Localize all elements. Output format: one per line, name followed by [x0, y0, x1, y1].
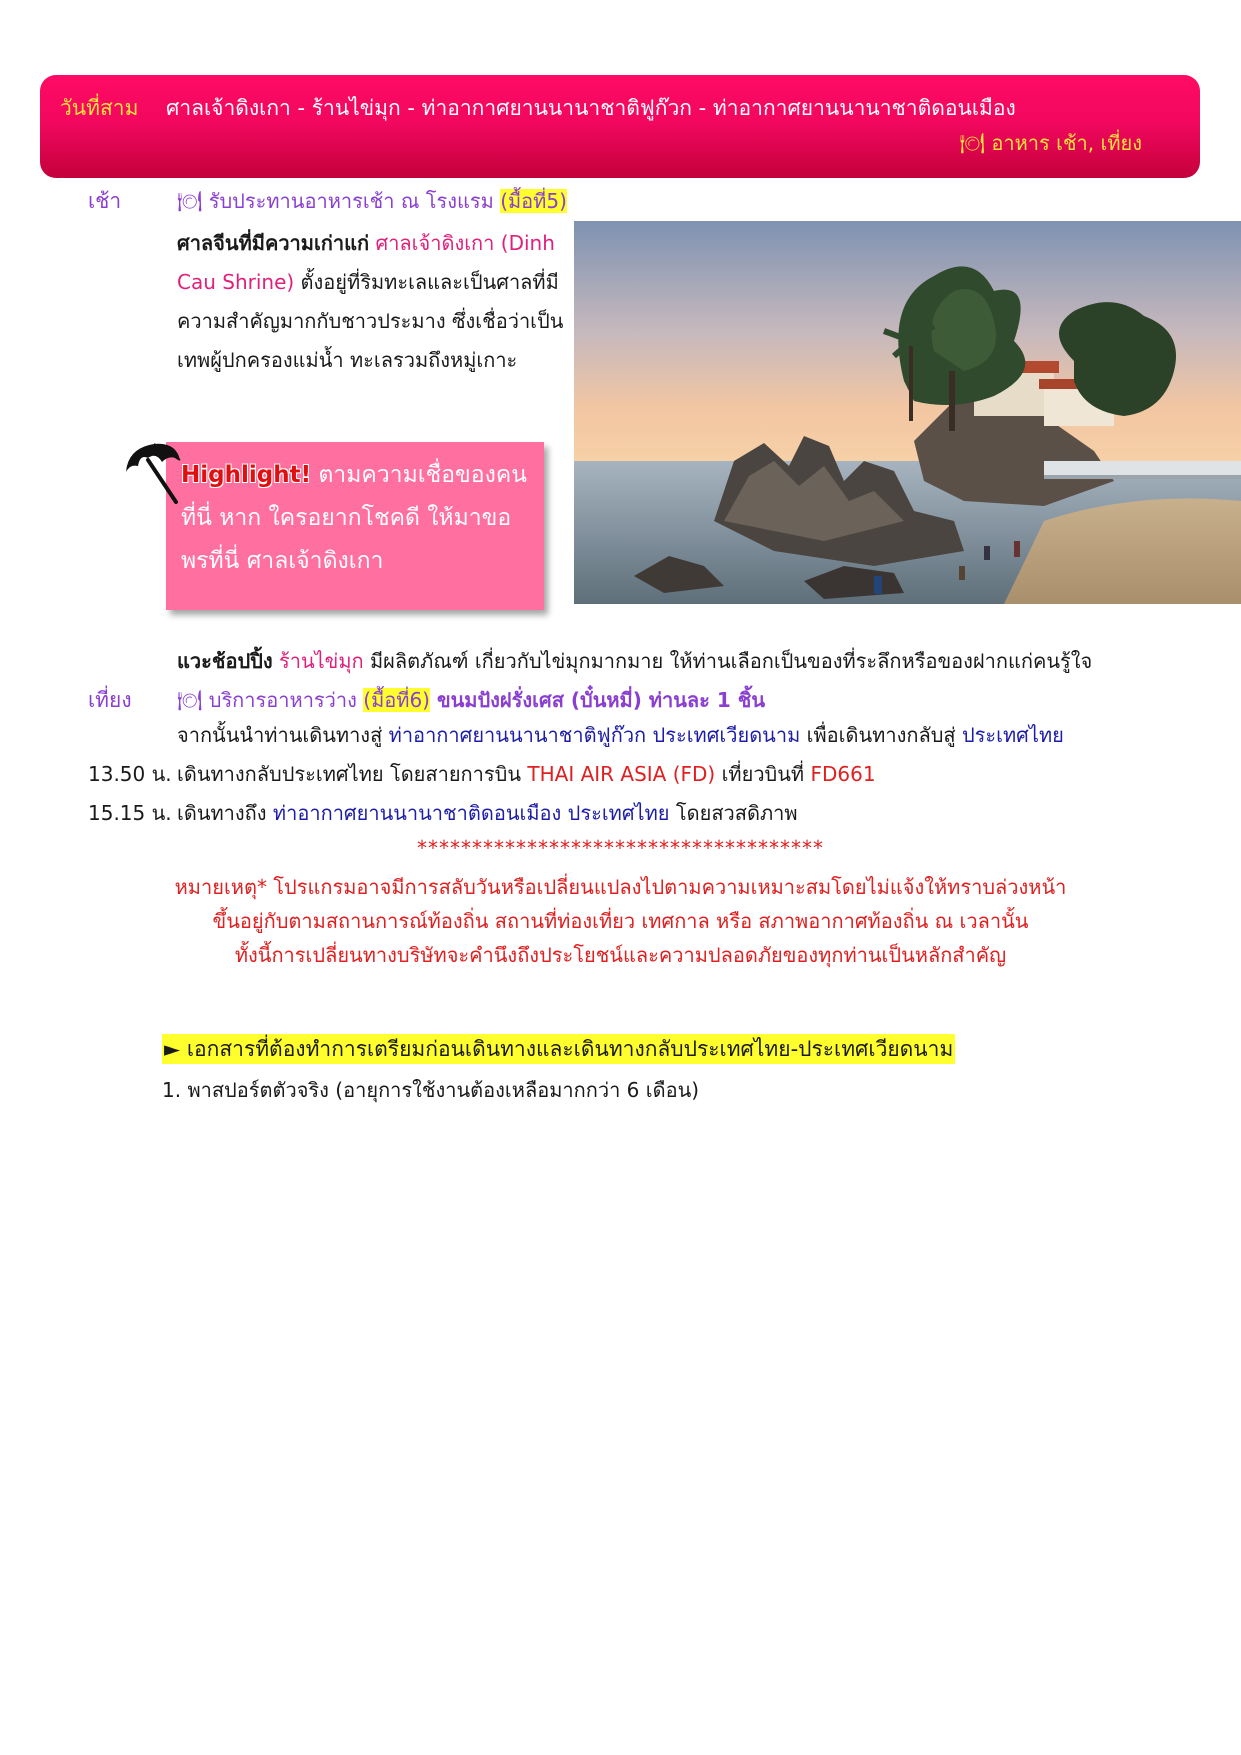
- highlight-box: [166, 442, 544, 610]
- transfer-airport: ท่าอากาศยานนานาชาติฟูก๊วก ประเทศเวียดนาม: [388, 723, 801, 747]
- remark-line-1: หมายเหตุ* โปรแกรมอาจมีการสลับวันหรือเปลี่ยนแปลงไปตามความเหมาะสมโดยไม่แจ้งให้ทราบล่วงหน้า: [174, 875, 1067, 899]
- flight-time: 13.50 น.: [88, 762, 172, 786]
- transfer-country: ประเทศไทย: [961, 723, 1064, 747]
- breakfast-meal-badge: (มื้อที่5): [500, 189, 567, 213]
- breakfast-line: [177, 187, 567, 215]
- arrival-pre: เดินทางถึง: [177, 801, 273, 825]
- shrine-desc: ตั้งอยู่ที่ริมทะเลและเป็นศาลที่มีความสำคัญมากกับชาวประมาง ซึ่งเชื่อว่าเป็นเทพผู้ปกครองแม่น้ำ ทะเลรวมถึงหมู่เกาะ: [177, 270, 564, 372]
- noon-label: เที่ยง: [88, 688, 132, 712]
- pearl-bold: แวะช้อปปิ้ง: [177, 649, 273, 673]
- day-banner: [40, 75, 1200, 178]
- shrine-photo: [574, 221, 1241, 604]
- pearl-text: มีผลิตภัณฑ์ เกี่ยวกับไข่มุกมากมาย ให้ท่านเลือกเป็นของที่ระลึกหรือของฝากแก่คนรู้ใจ: [363, 649, 1093, 673]
- pearl-line: [177, 647, 1092, 675]
- day-route: ศาลเจ้าดิงเกา - ร้านไข่มุก - ท่าอากาศยานนานาชาติฟูก๊วก - ท่าอากาศยานนานาชาติดอนเมือง: [166, 96, 1016, 120]
- noon-line: [177, 686, 765, 714]
- transfer-line: [177, 721, 1064, 749]
- highlight-text: [181, 454, 534, 583]
- flight-number: FD661: [810, 762, 876, 786]
- documents-heading: ► เอกสารที่ต้องทำการเตรียมก่อนเดินทางและเดินทางกลับประเทศไทย-ประเทศเวียดนาม: [162, 1034, 955, 1064]
- flight-mid: เที่ยวบินที่: [715, 762, 811, 786]
- flight-line: [177, 760, 876, 788]
- shrine-intro: ศาลจีนที่มีความเก่าแก่: [177, 231, 370, 255]
- highlight-word: Highlight!: [181, 462, 312, 488]
- day-label: วันที่สาม: [60, 96, 139, 120]
- transfer-mid: เพื่อเดินทางกลับสู่: [800, 723, 962, 747]
- pearl-shop: ร้านไข่มุก: [278, 649, 364, 673]
- shrine-name: ศาลเจ้าดิงเกา: [375, 231, 495, 255]
- day-meals: 🍽 อาหาร เช้า, เที่ยง: [959, 131, 1142, 155]
- highlight-body: ตามความเชื่อของคนที่นี่ หาก ใครอยากโชคดี ให้มาขอพรที่นี่ ศาลเจ้าดิงเกา: [181, 462, 527, 574]
- documents-item-1: 1. พาสปอร์ตตัวจริง (อายุการใช้งานต้องเหลือมากกว่า 6 เดือน): [162, 1078, 700, 1102]
- arrival-line: [177, 799, 798, 827]
- arrival-airport: ท่าอากาศยานนานาชาติดอนเมือง ประเทศไทย: [272, 801, 670, 825]
- remark-line-3: ทั้งนี้การเปลี่ยนทางบริษัทจะคำนึงถึงประโยชน์และความปลอดภัยของทุกท่านเป็นหลักสำคัญ: [234, 943, 1007, 967]
- umbrella-icon: [118, 440, 186, 508]
- morning-label: เช้า: [88, 189, 122, 213]
- snack-menu: ขนมปังฝรั่งเศส (บั๋นหมี่) ท่านละ 1 ชิ้น: [429, 688, 766, 712]
- shrine-name-en: (Dinh Cau Shrine): [177, 231, 555, 294]
- remark-line-2: ขึ้นอยู่กับตามสถานการณ์ท้องถิ่น สถานที่ท่องเที่ยว เทศกาล หรือ สภาพอากาศท้องถิ่น ณ เวลานั้น: [212, 909, 1029, 933]
- snack-text: 🍽 บริการอาหารว่าง: [177, 688, 357, 712]
- shrine-paragraph: [177, 224, 567, 380]
- snack-meal-badge: (มื้อที่6): [363, 688, 430, 712]
- remarks: [0, 870, 1241, 972]
- flight-airline: THAI AIR ASIA (FD): [527, 762, 716, 786]
- star-divider: *************************************: [417, 836, 824, 860]
- arrival-time: 15.15 น.: [88, 801, 172, 825]
- transfer-pre: จากนั้นนำท่านเดินทางสู่: [177, 723, 389, 747]
- flight-pre: เดินทางกลับประเทศไทย โดยสายการบิน: [177, 762, 528, 786]
- breakfast-text: 🍽 รับประทานอาหารเช้า ณ โรงแรม: [177, 189, 494, 213]
- arrival-post: โดยสวสดิภาพ: [669, 801, 798, 825]
